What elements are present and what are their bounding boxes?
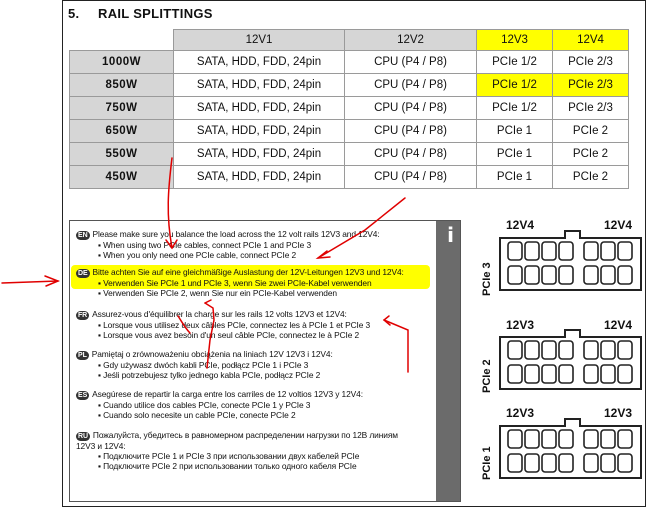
lang-bullet: Lorsque vous utilisez deux câbles PCIe, connectez les à PCIe 1 et PCIe 3 <box>103 320 371 330</box>
cell: PCIe 1/2 <box>477 51 553 74</box>
cell: SATA, HDD, FDD, 24pin <box>174 51 345 74</box>
lang-text: Assurez-vous d'équilibrer la charge sur les rails 12 volts 12V3 et 12V4: <box>92 309 347 319</box>
cell: CPU (P4 / P8) <box>345 143 477 166</box>
lang-badge: PL <box>78 352 87 359</box>
lang-bullet: Verwenden Sie PCIe 2, wenn Sie nur ein PCIe-Kabel verwenden <box>103 288 337 299</box>
lang-bullet: Jeśli potrzebujesz tylko jednego kabla PCIe, podłącz PCIe 2 <box>103 370 321 381</box>
cell: PCIe 1 <box>477 166 553 189</box>
lang-badge: EN <box>78 232 88 239</box>
lang-block-fr: FR Assurez-vous d'équilibrer la charge sur les rails 12 volts 12V3 et 12V4: ▪ Lorsque vous utilisez deux câbles PCIe, connectez les à PCIe 1 et PCIe 3 ▪ Lorsque vous avez besoin d'un seul câble PCIe, connectez le à PCIe 2 <box>78 309 371 341</box>
lang-badge: ES <box>78 392 88 399</box>
red-pen-annotations <box>2 158 408 372</box>
lang-badge: DE <box>78 270 88 277</box>
connector-right-label: 12V3 <box>604 406 633 420</box>
lang-block-en: EN Please make sure you balance the load across the 12 volt rails 12V3 and 12V4: ▪ When using two PCIe cables, connect PCIe 1 and PCIe 3 ▪ When you only need one PCIe cable, connect PCIe 2 <box>78 229 380 261</box>
cell: CPU (P4 / P8) <box>345 120 477 143</box>
lang-block-ru: RU Пожалуйста, убедитесь в равномерном распределении нагрузки по 12В линиям 12V3 и 12V4: ▪ Подключите PCIe 1 и PCIe 3 при использовании двух кабелей PCIe ▪ Подключите PCIe 2 при использовании только одного кабеля PCIe <box>76 430 398 472</box>
lang-bullet: Cuando utilice dos cables PCIe, conecte PCIe 1 y PCIe 3 <box>103 400 311 410</box>
lang-bullet: Lorsque vous avez besoin d'un seul câble PCIe, connectez le à PCIe 2 <box>103 330 360 341</box>
lang-bullet: When using two PCIe cables, connect PCIe 1 and PCIe 3 <box>103 240 312 250</box>
connector-left-label: 12V4 <box>506 218 535 232</box>
cell: SATA, HDD, FDD, 24pin <box>174 74 345 97</box>
cell: SATA, HDD, FDD, 24pin <box>174 120 345 143</box>
watt-cell: 550W <box>70 143 174 166</box>
cell: SATA, HDD, FDD, 24pin <box>174 166 345 189</box>
lang-text: Asegúrese de repartir la carga entre los carriles de 12 voltios 12V3 y 12V4: <box>92 389 363 399</box>
cell: CPU (P4 / P8) <box>345 166 477 189</box>
connector-side-label: PCIe 2 <box>481 359 493 393</box>
connector-side-label: PCIe 1 <box>481 446 493 480</box>
cell: SATA, HDD, FDD, 24pin <box>174 97 345 120</box>
cell: CPU (P4 / P8) <box>345 74 477 97</box>
cell-highlighted: PCIe 1/2 <box>477 74 553 97</box>
header-12v1: 12V1 <box>174 30 345 51</box>
watt-cell: 750W <box>70 97 174 120</box>
lang-badge: FR <box>78 312 88 319</box>
info-icon: i <box>447 223 454 247</box>
header-12v2: 12V2 <box>345 30 477 51</box>
lang-block-es: ES Asegúrese de repartir la carga entre los carriles de 12 voltios 12V3 y 12V4: ▪ Cuando utilice dos cables PCIe, conecte PCIe 1 y PCIe 3 ▪ Cuando solo necesite un cable PCIe, conecte PCIe 2 <box>78 389 363 421</box>
lang-bullet: Подключите PCIe 1 и PCIe 3 при использовании двух кабелей PCIe <box>103 451 360 462</box>
lang-text: Пожалуйста, убедитесь в равномерном распределении нагрузки по 12В линиям 12V3 и 12V4: <box>76 430 398 451</box>
cell: PCIe 2 <box>553 120 629 143</box>
cell-highlighted: PCIe 2/3 <box>553 74 629 97</box>
cell: CPU (P4 / P8) <box>345 97 477 120</box>
lang-text: Pamiętaj o zrównoważeniu obciążenia na liniach 12V 12V3 i 12V4: <box>91 349 333 359</box>
connector-left-label: 12V3 <box>506 406 535 420</box>
watt-cell: 450W <box>70 166 174 189</box>
lang-bullet: Cuando solo necesite un cable PCIe, conecte PCIe 2 <box>103 410 296 421</box>
connector-left-label: 12V3 <box>506 318 535 332</box>
section-title-text: RAIL SPLITTINGS <box>98 6 213 21</box>
connector-right-label: 12V4 <box>604 318 633 332</box>
watt-cell: 1000W <box>70 51 174 74</box>
cell: SATA, HDD, FDD, 24pin <box>174 143 345 166</box>
cell: PCIe 1 <box>477 143 553 166</box>
cell: PCIe 2/3 <box>553 51 629 74</box>
cell: PCIe 1/2 <box>477 97 553 120</box>
cell: CPU (P4 / P8) <box>345 51 477 74</box>
watt-cell: 650W <box>70 120 174 143</box>
lang-bullet: Verwenden Sie PCIe 1 und PCIe 3, wenn Sie zwei PCIe-Kabel verwenden <box>103 278 372 288</box>
cell: PCIe 1 <box>477 120 553 143</box>
lang-text: Please make sure you balance the load across the 12 volt rails 12V3 and 12V4: <box>92 229 380 239</box>
lang-bullet: Подключите PCIe 2 при использовании только одного кабеля PCIe <box>103 461 357 472</box>
connector-side-label: PCIe 3 <box>481 262 493 296</box>
cell: PCIe 2 <box>553 143 629 166</box>
watt-cell: 850W <box>70 74 174 97</box>
header-12v3: 12V3 <box>477 30 553 51</box>
cell: PCIe 2 <box>553 166 629 189</box>
lang-block-pl: PL Pamiętaj o zrównoważeniu obciążenia na liniach 12V 12V3 i 12V4: ▪ Gdy używasz dwóch kabli PCIe, podłącz PCIe 1 i PCIe 3 ▪ Jeśli potrzebujesz tylko jednego kabla PCIe, podłącz PCIe 2 <box>78 349 333 381</box>
connector-right-label: 12V4 <box>604 218 633 232</box>
section-number: 5. <box>68 6 80 21</box>
lang-block-de: DE Bitte achten Sie auf eine gleichmäßige Auslastung der 12V-Leitungen 12V3 und 12V4: ▪ Verwenden Sie PCIe 1 und PCIe 3, wenn Sie zwei PCIe-Kabel verwenden ▪ Verwenden Sie PCIe 2, wenn Sie nur ein PCIe-Kabel verwenden <box>78 267 404 299</box>
connector-pins <box>508 242 632 472</box>
lang-badge: RU <box>78 433 88 440</box>
lang-bullet: When you only need one PCIe cable, connect PCIe 2 <box>103 250 297 261</box>
header-12v4: 12V4 <box>553 30 629 51</box>
cell: PCIe 2/3 <box>553 97 629 120</box>
lang-bullet: Gdy używasz dwóch kabli PCIe, podłącz PCIe 1 i PCIe 3 <box>103 360 309 370</box>
lang-text: Bitte achten Sie auf eine gleichmäßige Auslastung der 12V-Leitungen 12V3 und 12V4: <box>92 267 404 277</box>
